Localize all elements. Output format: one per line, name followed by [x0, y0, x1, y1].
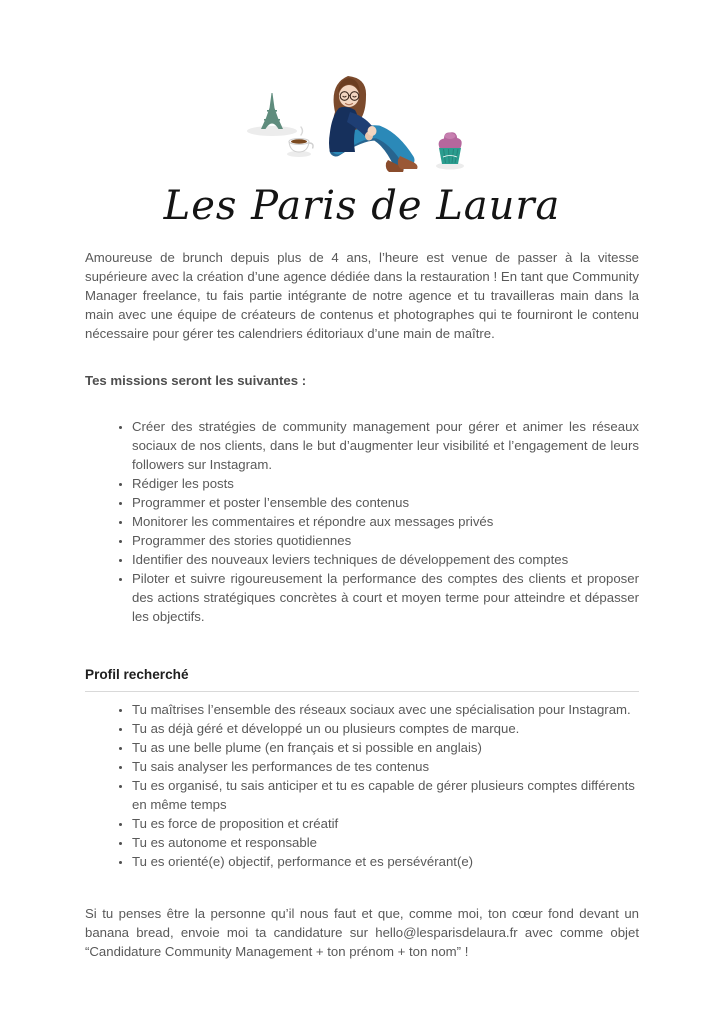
list-item: • Monitorer les commentaires et répondre aux messages privés	[132, 512, 639, 531]
list-item: • Tu maîtrises l’ensemble des réseaux sociaux avec une spécialisation pour Instagram.	[132, 700, 639, 719]
list-item: • Tu as déjà géré et développé un ou plusieurs comptes de marque.	[132, 719, 639, 738]
list-item: • Programmer des stories quotidiennes	[132, 531, 639, 550]
list-item: • Piloter et suivre rigoureusement la performance des comptes des clients et proposer des actions stratégiques concrètes à court et moyen terme pour atteindre et dépasser les objectifs.	[132, 569, 639, 626]
list-item: • Tu es orienté(e) objectif, performance et es persévérant(e)	[132, 852, 639, 871]
missions-heading: Tes missions seront les suivantes :	[85, 373, 307, 388]
profile-list	[85, 700, 639, 871]
eiffel-tower-icon	[247, 93, 297, 136]
intro-paragraph: Amoureuse de brunch depuis plus de 4 ans, l’heure est venue de passer à la vitesse supérieure avec la création d’une agence dédiée dans la restauration ! En tant que Community Manager freelance, tu fais partie intégrante de notre agence et tu travailleras main dans la main avec une équipe de créateurs de contenus et photographes qui te fourniront le contenu nécessaire pour gérer tes calendriers éditoriaux d’une main de maître.	[85, 250, 639, 341]
brand-title: Les Paris de Laura	[163, 183, 561, 229]
profile-heading: Profil recherché	[85, 667, 189, 682]
cupcake-icon	[436, 132, 464, 169]
list-item: • Créer des stratégies de community management pour gérer et animer les réseaux sociaux de nos clients, dans le but d’augmenter leur visibilité et l’engagement de leurs followers sur Instagram.	[132, 417, 639, 474]
list-item: • Tu sais analyser les performances de tes contenus	[132, 757, 639, 776]
list-item: • Tu as une belle plume (en français et si possible en anglais)	[132, 738, 639, 757]
list-item: • Tu es autonome et responsable	[132, 833, 639, 852]
logo-illustration	[242, 72, 482, 182]
list-item: • Tu es organisé, tu sais anticiper et tu es capable de gérer plusieurs comptes différents en même temps	[132, 776, 639, 814]
logo	[85, 72, 639, 228]
list-item: • Tu es force de proposition et créatif	[132, 814, 639, 833]
section-divider	[85, 691, 639, 692]
list-item: • Rédiger les posts	[132, 474, 639, 493]
closing-paragraph: Si tu penses être la personne qu’il nous faut et que, comme moi, ton cœur fond devant un banana bread, envoie moi ta candidature sur hello@lesparisdelaura.fr avec comme objet “Candidature Community Management + ton prénom + ton nom” !	[85, 906, 639, 959]
list-item: • Identifier des nouveaux leviers techniques de développement des comptes	[132, 550, 639, 569]
list-item: • Programmer et poster l’ensemble des contenus	[132, 493, 639, 512]
sitting-woman-illustration	[329, 76, 418, 172]
missions-list	[85, 417, 639, 626]
